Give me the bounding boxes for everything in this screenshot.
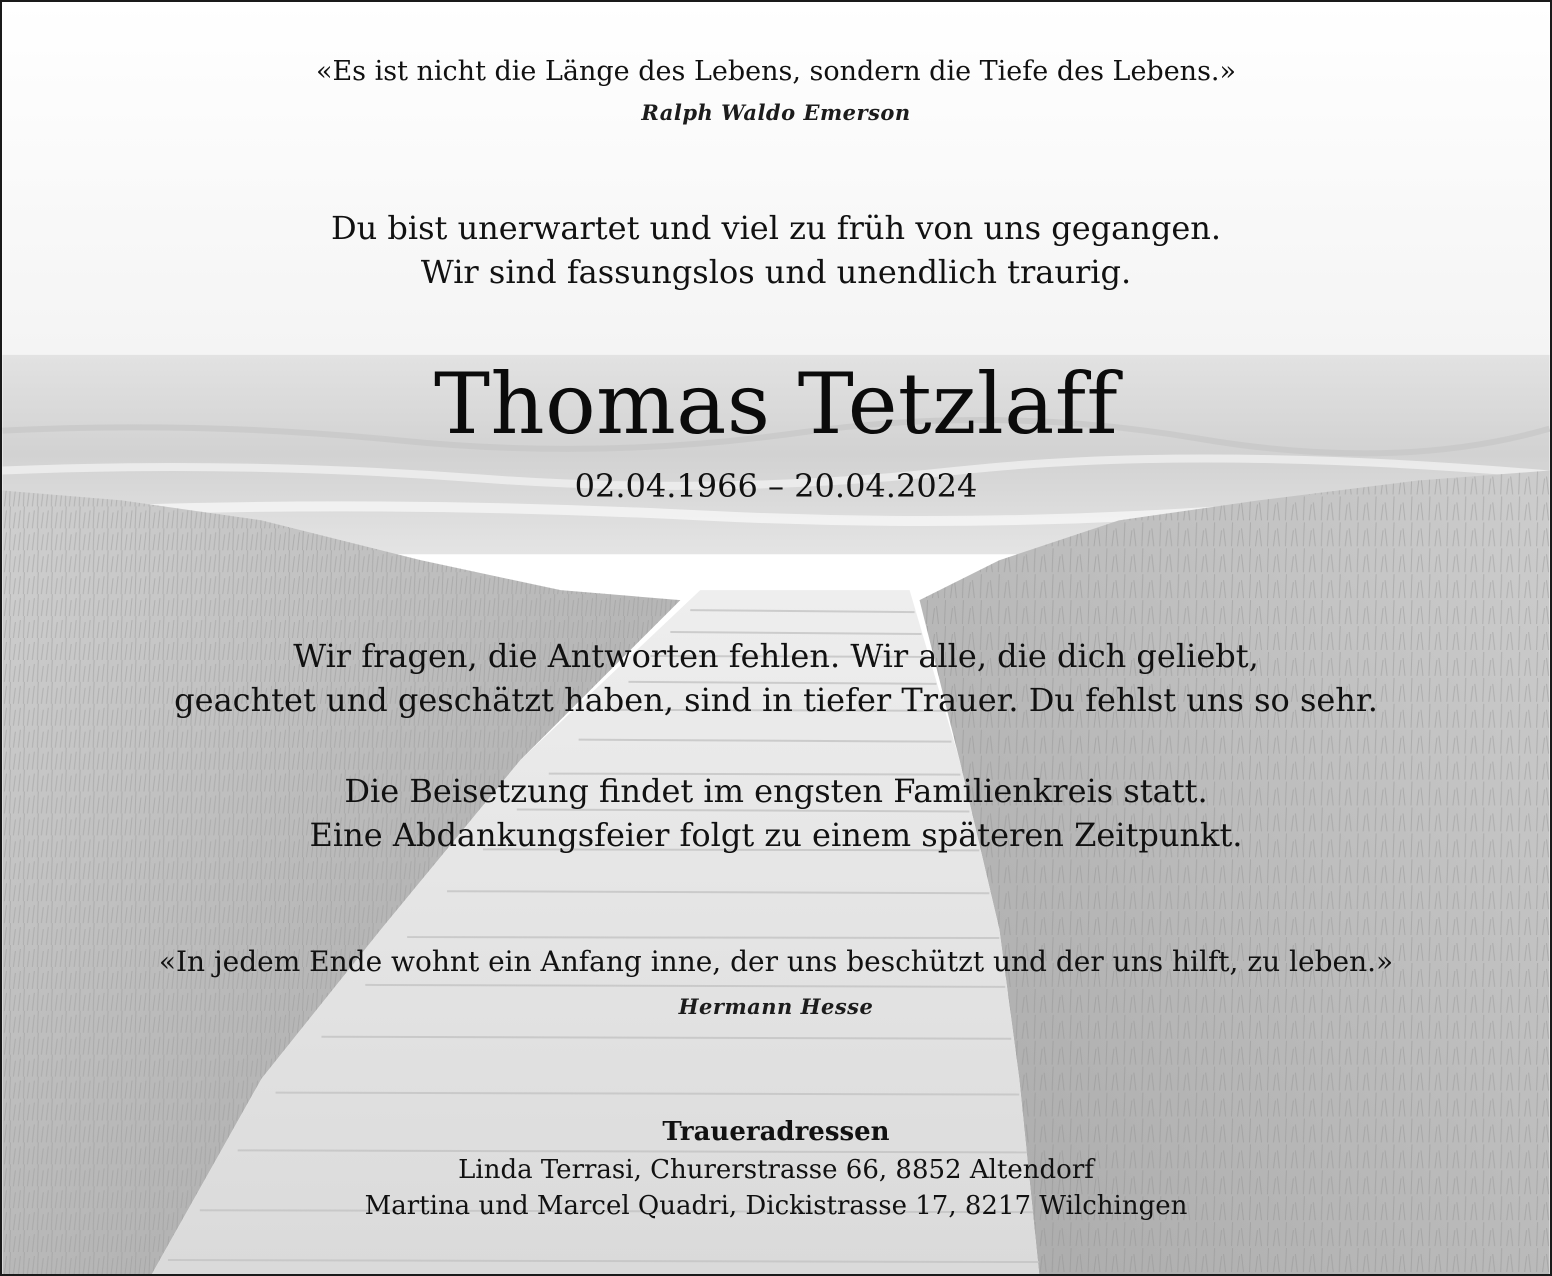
intro-text [2, 206, 1550, 294]
addresses-title: Traueradressen [662, 1117, 890, 1147]
life-dates: 02.04.1966 – 20.04.2024 [574, 467, 978, 505]
intro-line-2: Wir sind fassungslos und unendlich traurig. [420, 253, 1132, 291]
funeral-line-2: Eine Abdankungsfeier folgt zu einem späteren Zeitpunkt. [309, 816, 1243, 854]
mourning-line-1: Wir fragen, die Antworten fehlen. Wir alle, die dich geliebt, [293, 637, 1259, 675]
address-line-2: Martina und Marcel Quadri, Dickistrasse 17, 8217 Wilchingen [364, 1191, 1188, 1221]
mourning-line-2: geachtet und geschätzt haben, sind in tiefer Trauer. Du fehlst uns so sehr. [174, 681, 1378, 719]
address-line-1: Linda Terrasi, Churerstrasse 66, 8852 Altendorf [458, 1155, 1094, 1185]
mourning-addresses [2, 1152, 1550, 1224]
funeral-line-1: Die Beisetzung findet im engsten Familienkreis statt. [344, 772, 1208, 810]
intro-line-1: Du bist unerwartet und viel zu früh von uns gegangen. [330, 209, 1222, 247]
closing-quote: «In jedem Ende wohnt ein Anfang inne, der uns beschützt und der uns hilft, zu leben.» [158, 945, 1394, 978]
opening-quote-author: Ralph Waldo Emerson [641, 100, 911, 125]
mourning-message [2, 634, 1550, 722]
deceased-name: Thomas Tetzlaff [433, 355, 1119, 453]
opening-quote: «Es ist nicht die Länge des Lebens, sondern die Tiefe des Lebens.» [315, 56, 1237, 87]
funeral-info [2, 769, 1550, 857]
closing-quote-author: Hermann Hesse [678, 994, 874, 1019]
